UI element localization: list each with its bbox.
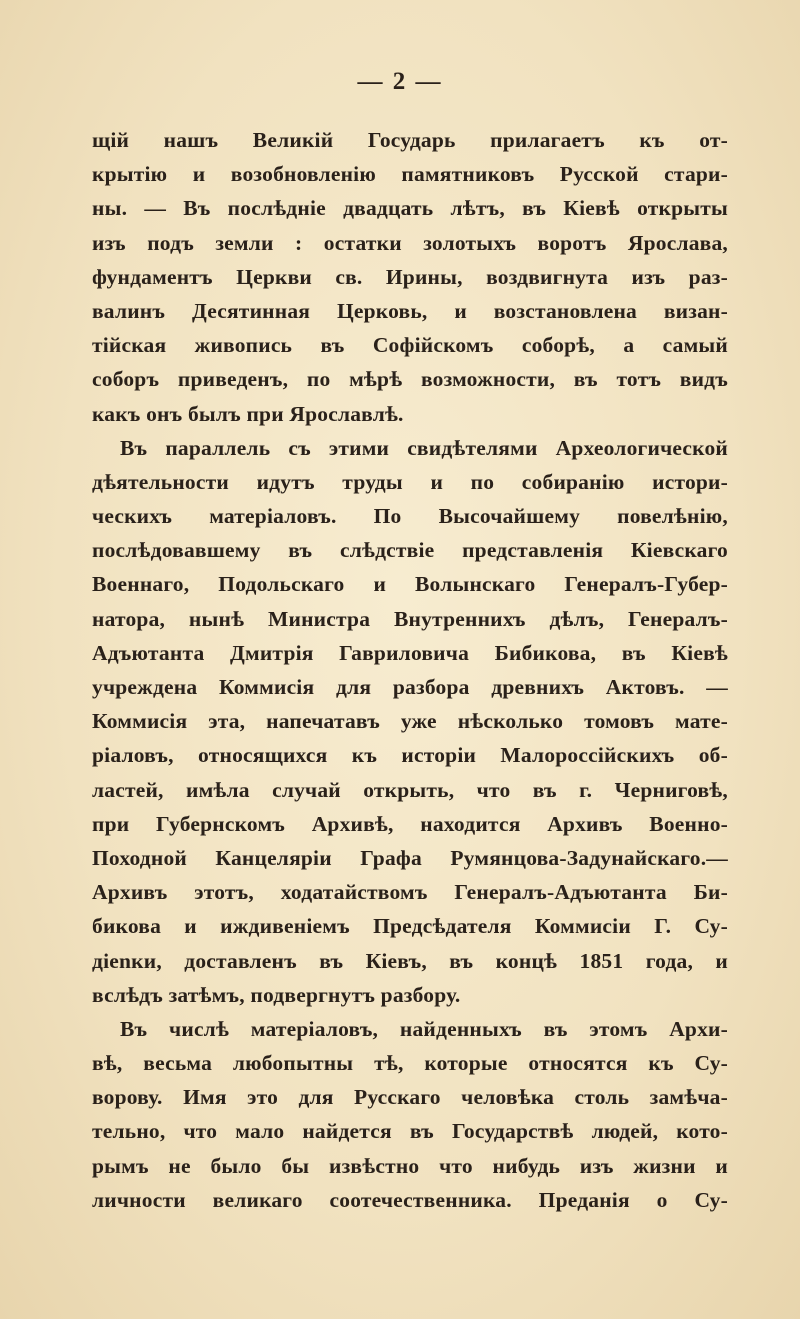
text-line: Адъютанта Дмитрія Гавриловича Бибикова, въ Кіевѣ: [92, 640, 728, 665]
text-line: вѣ, весьма любопытны тѣ, которые относятся къ Су-: [92, 1051, 728, 1076]
text-line: Военнаго, Подольскаго и Волынскаго Генералъ-Губер-: [92, 572, 728, 597]
text-line: дienки, доставленъ въ Кіевъ, въ концѣ 1851 года, и: [92, 948, 728, 973]
text-line: тельно, что мало найдется въ Государствѣ людей, кото-: [92, 1119, 728, 1144]
text-line: Походной Канцеляріи Графа Румянцова-Задунайскаго.—: [92, 845, 728, 870]
text-line: ріаловъ, относящихся къ исторіи Малороссійскихъ об-: [92, 743, 728, 768]
text-line: личности великаго соотечественника. Преданія о Су-: [92, 1187, 728, 1212]
text-line: Архивъ этотъ, ходатайствомъ Генералъ-Адъютанта Би-: [92, 880, 728, 905]
page-number: — 2 —: [357, 68, 443, 95]
text-line: Въ числѣ матеріаловъ, найденныхъ въ этомъ Архи-: [120, 1016, 728, 1041]
paragraph: [92, 123, 728, 431]
text-line: ворову. Имя это для Русскаго человѣка столь замѣча-: [92, 1085, 728, 1110]
text-line: изъ подъ земли : остатки золотыхъ воротъ Ярослава,: [92, 230, 728, 255]
text-line: ческихъ матеріаловъ. По Высочайшему повелѣнію,: [92, 504, 728, 529]
text-line: Въ параллель съ этими свидѣтелями Археологической: [120, 435, 728, 460]
text-line: учреждена Коммисія для разбора древнихъ Актовъ. —: [92, 675, 728, 699]
text-line: фундаментъ Церкви св. Ирины, воздвигнута изъ раз-: [92, 264, 728, 289]
text-line: ластей, имѣла случай открыть, что въ г. Черниговѣ,: [92, 777, 728, 802]
text-line: при Губернскомъ Архивѣ, находится Архивъ Военно-: [92, 811, 728, 836]
text-line: соборъ приведенъ, по мѣрѣ возможности, въ тотъ видъ: [92, 367, 728, 392]
text-body: [92, 123, 728, 1217]
text-line: Коммисія эта, напечатавъ уже нѣсколько томовъ мате-: [92, 709, 728, 734]
text-line: бикова и иждивеніемъ Предсѣдателя Коммисіи Г. Су-: [92, 914, 728, 939]
text-line: послѣдовавшему въ слѣдствіе представленія Кіевскаго: [92, 538, 728, 563]
text-line: дѣятельности идутъ труды и по собиранію истори-: [92, 469, 728, 494]
text-line: рымъ не было бы извѣстно что нибудь изъ жизни и: [92, 1153, 728, 1178]
text-line: натора, нынѣ Министра Внутреннихъ дѣлъ, Генералъ-: [92, 606, 728, 631]
text-line: валинъ Десятинная Церковь, и возстановлена визан-: [92, 298, 728, 323]
text-line: вслѣдъ затѣмъ, подвергнутъ разбору.: [92, 982, 461, 1007]
text-line: тійская живопись въ Софійскомъ соборѣ, а самый: [92, 333, 728, 358]
text-line: щій нашъ Великій Государь прилагаетъ къ от-: [92, 128, 728, 152]
text-line: крытію и возобновленію памятниковъ Русской стари-: [92, 162, 728, 187]
paragraph: [92, 431, 728, 1012]
text-line: ны. — Въ послѣдніе двадцать лѣтъ, въ Кіевѣ открыты: [92, 196, 728, 221]
paragraph: [92, 1012, 728, 1217]
text-line: какъ онъ былъ при Ярославлѣ.: [92, 401, 404, 426]
